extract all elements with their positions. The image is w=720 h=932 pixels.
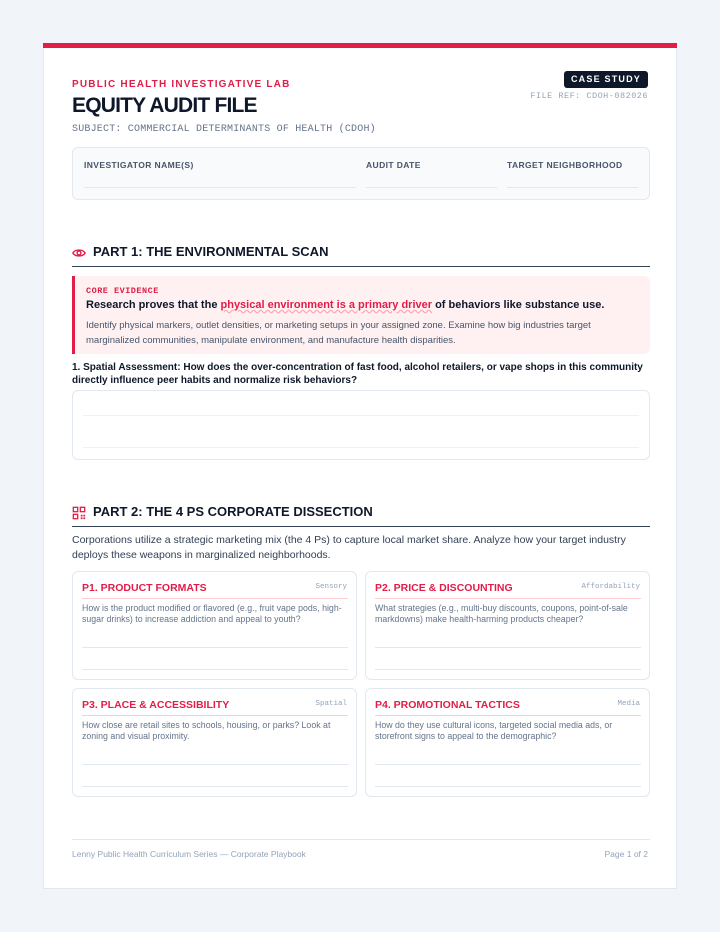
answer-line[interactable] <box>82 764 348 765</box>
lab-kicker: PUBLIC HEALTH INVESTIGATIVE LAB <box>72 79 291 90</box>
answer-line[interactable] <box>375 669 641 670</box>
evidence-body: Identify physical markers, outlet densities, or marketing setups in your assigned zone. Examine how big industries target marginalized communities, manipulate environment, and manufacture health disparities. <box>86 320 591 346</box>
worksheet-page <box>43 43 677 889</box>
file-reference: FILE REF: CDOH-082026 <box>530 91 648 101</box>
eye-icon <box>72 246 86 260</box>
answer-line[interactable] <box>375 647 641 648</box>
part2-intro: Corporations utilize a strategic marketing mix (the 4 Ps) to capture local market share. Analyze how your target industry deploys these weapons in marginalized neighborhoods. <box>72 534 626 561</box>
card-title: P1. PRODUCT FORMATS <box>82 582 207 594</box>
card-title: P4. PROMOTIONAL TACTICS <box>375 699 520 711</box>
audit-date-label: AUDIT DATE <box>366 160 421 170</box>
card-question: How close are retail sites to schools, housing, or parks? Look at zoning and visual proximity. <box>82 720 331 741</box>
neighborhood-label: TARGET NEIGHBORHOOD <box>507 160 623 170</box>
answer-line[interactable] <box>375 786 641 787</box>
card-question: What strategies (e.g., multi-buy discounts, coupons, point-of-sale markdowns) make health-harming products cheaper? <box>375 603 628 624</box>
card-category: Affordability <box>581 583 640 591</box>
answer-line[interactable] <box>82 647 348 648</box>
part1-title: PART 1: THE ENVIRONMENTAL SCAN <box>93 244 329 259</box>
footer-series: Lenny Public Health Curriculum Series — Corporate Playbook <box>72 849 306 859</box>
core-evidence-callout <box>72 276 650 354</box>
card-category: Sensory <box>315 583 347 591</box>
case-study-badge: CASE STUDY <box>564 71 648 88</box>
card-place <box>72 688 357 797</box>
audit-date-field[interactable] <box>366 187 497 188</box>
investigator-label: INVESTIGATOR NAME(S) <box>84 160 194 170</box>
page-number: Page 1 of 2 <box>604 849 648 859</box>
page-title: EQUITY AUDIT FILE <box>72 94 257 117</box>
card-title: P3. PLACE & ACCESSIBILITY <box>82 699 230 711</box>
card-title: P2. PRICE & DISCOUNTING <box>375 582 513 594</box>
subject-line: SUBJECT: COMMERCIAL DETERMINANTS OF HEALTH (CDOH) <box>72 124 376 135</box>
card-category: Media <box>617 700 640 708</box>
evidence-lead: Research proves that the physical environment is a primary driver of behaviors like substance use. <box>86 299 605 311</box>
card-question: How is the product modified or flavored (e.g., fruit vape pods, high-sugar drinks) to increase addiction and appeal to youth? <box>82 603 342 624</box>
part2-header <box>72 502 650 527</box>
audit-info-box <box>72 147 650 200</box>
answer-line[interactable] <box>375 764 641 765</box>
card-product <box>72 571 357 680</box>
accent-bar <box>43 43 677 48</box>
evidence-highlight: physical environment is a primary driver <box>220 299 433 311</box>
card-category: Spatial <box>315 700 347 708</box>
neighborhood-field[interactable] <box>507 187 638 188</box>
spatial-assessment-question: 1. Spatial Assessment: How does the over-concentration of fast food, alcohol retailers, or vape shops in this community directly influence peer habits and normalize risk behaviors? <box>72 362 643 386</box>
grid-icon <box>72 506 86 520</box>
footer-divider <box>72 839 650 840</box>
card-promotion <box>365 688 650 797</box>
answer-line[interactable] <box>82 786 348 787</box>
evidence-kicker: CORE EVIDENCE <box>86 286 159 296</box>
card-price <box>365 571 650 680</box>
card-question: How do they use cultural icons, targeted social media ads, or storefront signs to appeal to the demographic? <box>375 720 613 741</box>
part1-header <box>72 242 650 267</box>
answer-line[interactable] <box>82 669 348 670</box>
investigator-field[interactable] <box>84 187 356 188</box>
part2-title: PART 2: THE 4 PS CORPORATE DISSECTION <box>93 504 373 519</box>
spatial-assessment-answer[interactable] <box>72 390 650 460</box>
